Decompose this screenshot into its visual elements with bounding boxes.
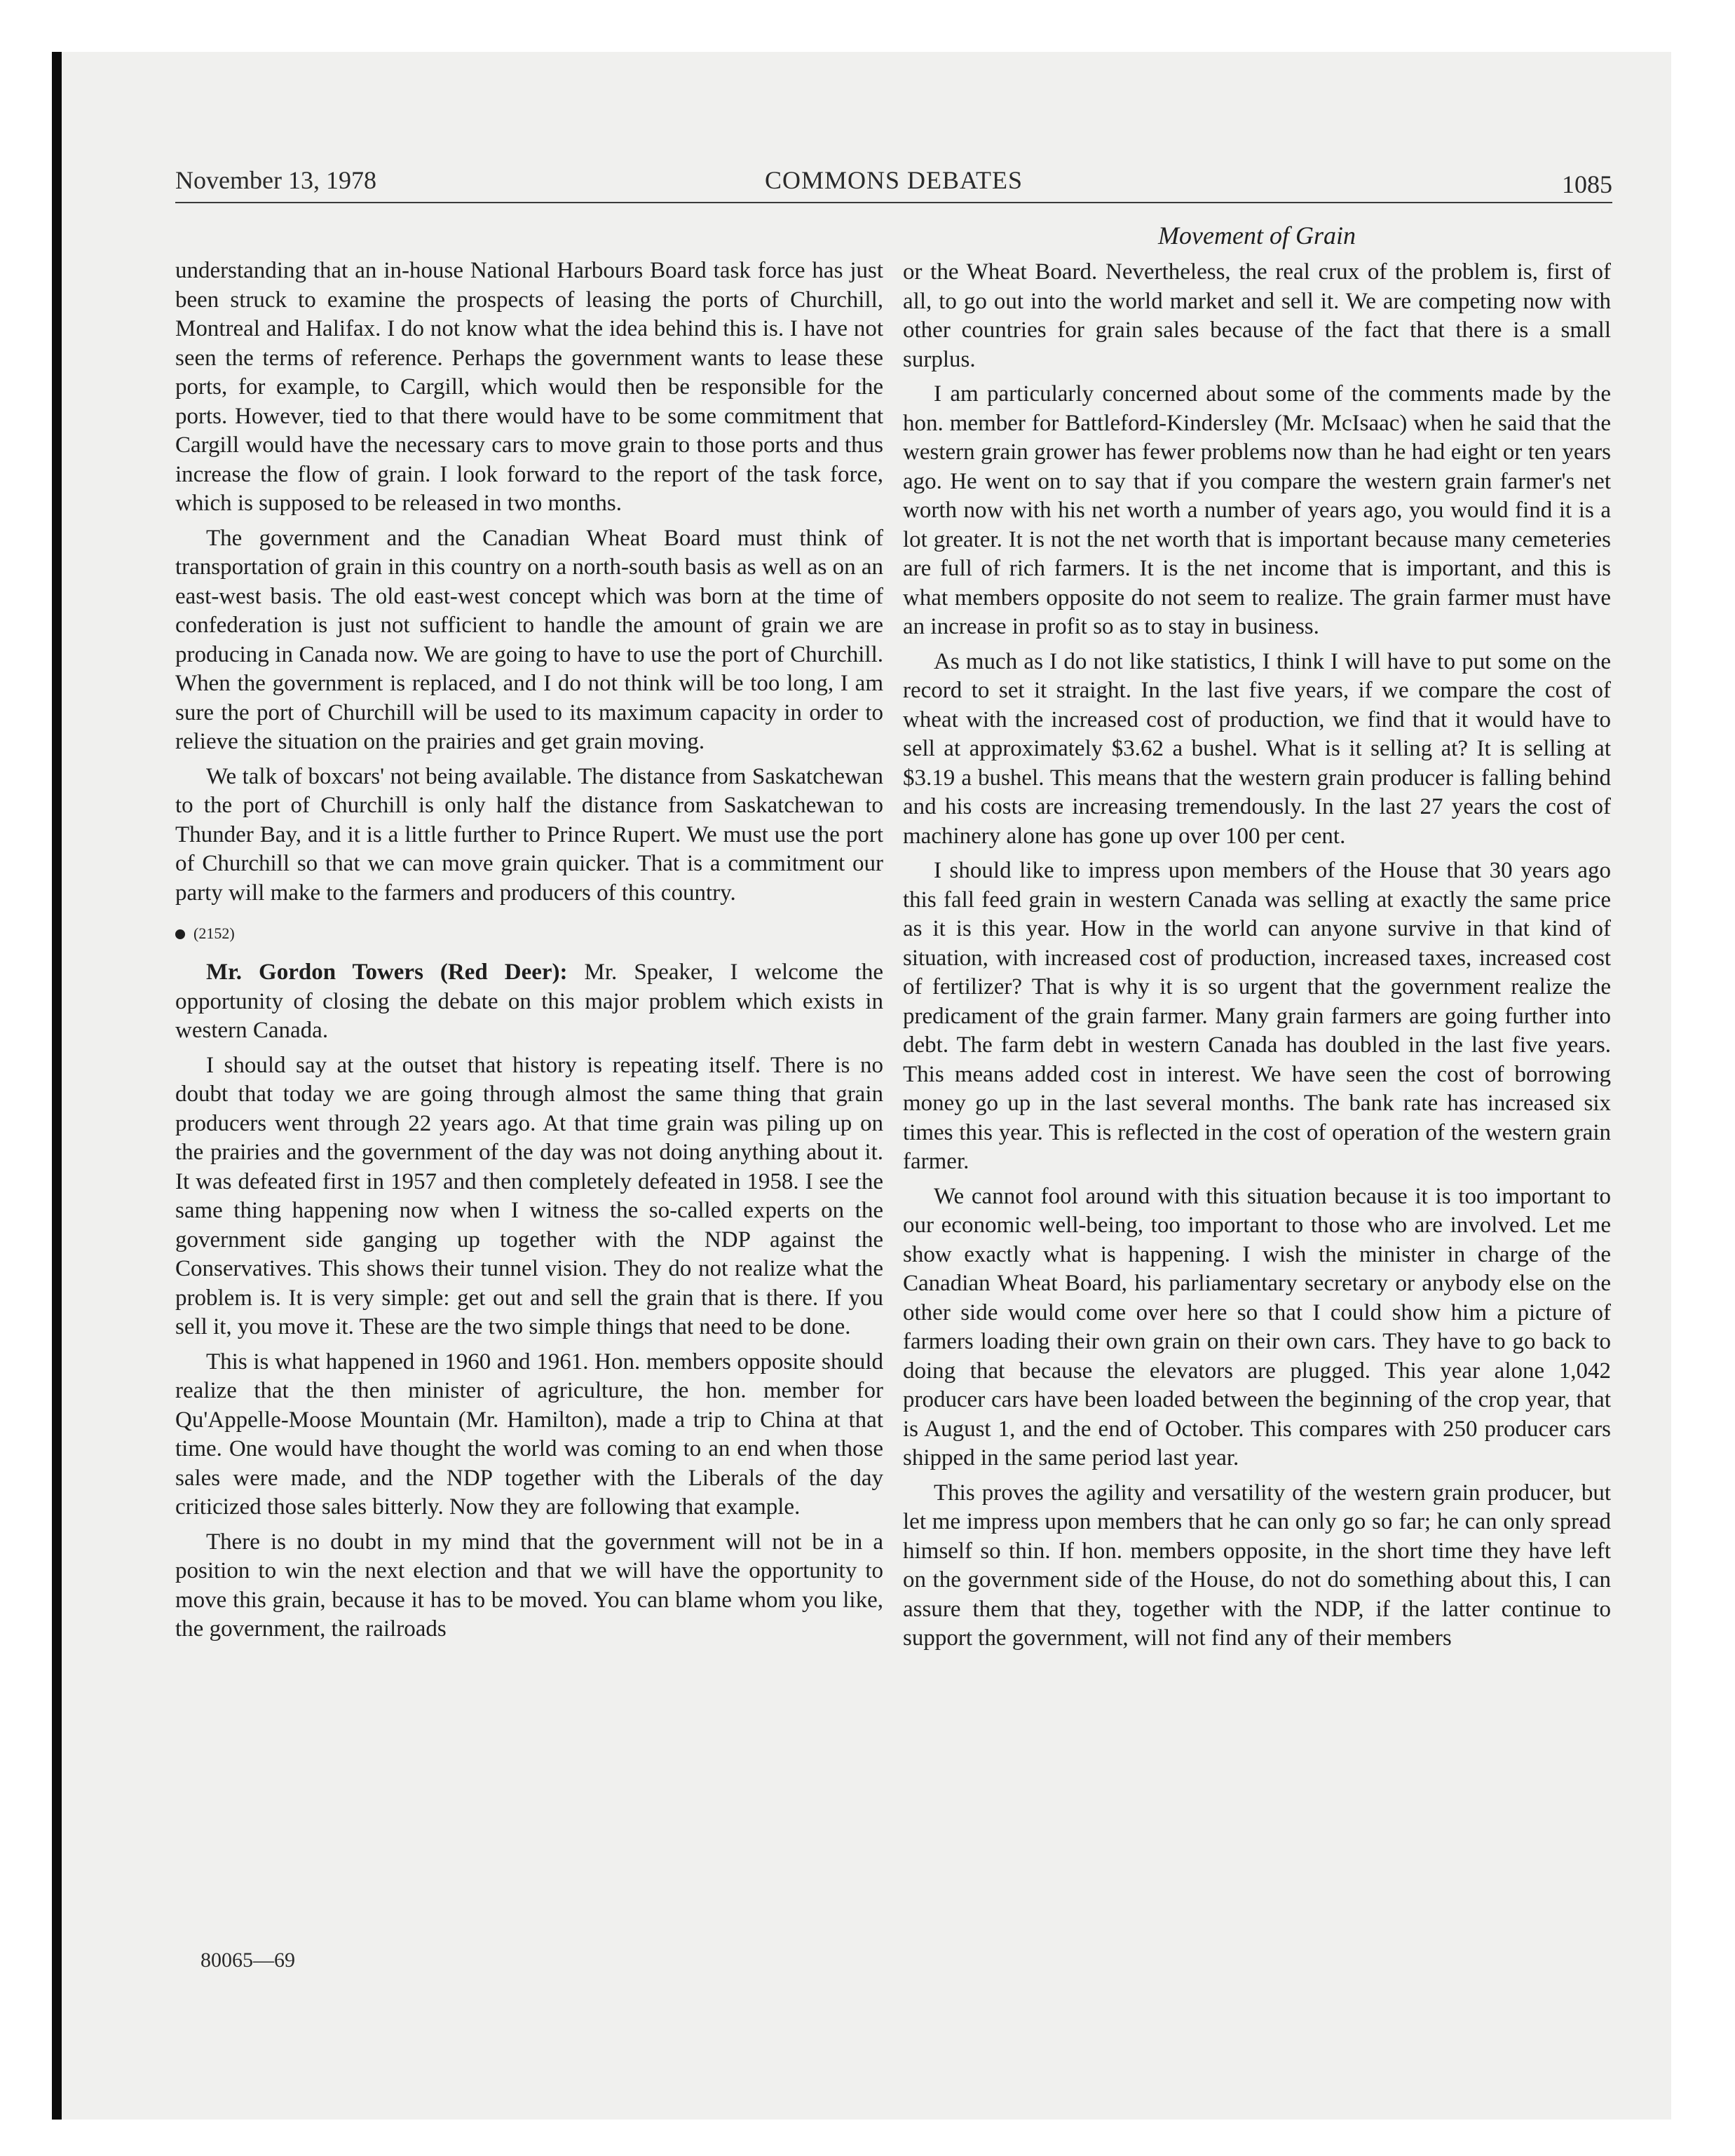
- time-marker: [175, 923, 883, 944]
- paragraph: We cannot fool around with this situation because it is too important to our economic well-being, too important to those who are involved. Let me show exactly what is happening. I wish the minister in charge of the Canadian Wheat Board, his parliamentary secretary or anybody else on the other side would come over here so that I could show him a picture of farmers loading their own grain on their own cars. They have to go back to doing that because the elevators are plugged. This year alone 1,042 producer cars have been loaded between the beginning of the crop year, that is August 1, and the end of October. This compares with 250 producer cars shipped in the same period last year.: [903, 1183, 1611, 1471]
- paragraph: The government and the Canadian Wheat Board must think of transportation of grain in this country on a north-south basis as well as on an east-west basis. The old east-west concept which was born at the time of confederation is just not sufficient to handle the amount of grain we are producing in Canada now. We are going to have to use the port of Churchill. When the government is replaced, and I do not think will be too long, I am sure the port of Churchill will be used to its maximum capacity in order to relieve the situation on the prairies and get grain moving.: [175, 525, 883, 754]
- section-title: Movement of Grain: [1158, 221, 1356, 250]
- header-rule: [175, 202, 1612, 203]
- scan-edge: [52, 52, 62, 2120]
- footer-code: 80065—69: [200, 1949, 295, 1972]
- speech-paragraph: [175, 958, 883, 1046]
- page-number: 1085: [1562, 170, 1612, 198]
- speaker-name: Mr. Gordon Towers (Red Deer):: [206, 960, 568, 985]
- left-column: [175, 257, 883, 1650]
- paragraph: understanding that an in-house National Harbours Board task force has just been struck to examine the prospects of leasing the ports of Churchill, Montreal and Halifax. I do not know what the idea behind this is. I have not seen the terms of reference. Perhaps the government wants to lease these ports, for example, to Cargill, which would then be responsible for the ports. However, tied to that there would have to be some commitment that Cargill would have the necessary cars to move grain to those ports and thus increase the flow of grain. I look forward to the report of the task force, which is supposed to be released in two months.: [175, 258, 883, 516]
- paragraph: I should like to impress upon members of the House that 30 years ago this fall feed grain in western Canada was selling at exactly the same price as it is this year. How in the world can anyone survive in that kind of situation, with increased cost of production, increased taxes, increased cost of fertilizer? That is why it is so urgent that the government realize the predicament of the grain farmer. Many grain farmers are going further into debt. The farm debt in western Canada has doubled in the last five years. This means added cost in interest. We have seen the cost of borrowing money go up in the last several months. The bank rate has increased six times this year. This is reflected in the cost of operation of the western grain farmer.: [903, 858, 1611, 1174]
- paragraph: I am particularly concerned about some of the comments made by the hon. member for Battleford-Kindersley (Mr. McIsaac) when he said that the western grain grower has fewer problems now than he had eight or ten years ago. He went on to say that if you compare the western grain farmer's net worth now with his net worth a number of years ago, you would find it is a lot greater. It is not the net worth that is important because many cemeteries are full of rich farmers. It is the net income that is important, and this is what members opposite do not seem to realize. The grain farmer must have an increase in profit so as to stay in business.: [903, 381, 1611, 639]
- time-marker-label: (2152): [193, 925, 235, 942]
- header-title: COMMONS DEBATES: [764, 166, 1023, 194]
- right-column: [903, 258, 1611, 1659]
- header-date: November 13, 1978: [175, 166, 376, 194]
- paragraph: I should say at the outset that history is repeating itself. There is no doubt that today we are going through almost the same thing that grain producers went through 22 years ago. At that time grain was piling up on the prairies and the government of the day was not doing anything about it. It was defeated first in 1957 and then completely defeated in 1958. I see the same thing happening now when I witness the so-called experts on the government side ganging up together with the NDP against the Conservatives. This shows their tunnel vision. They do not realize what the problem is. It is very simple: get out and sell the grain that is there. If you sell it, you move it. These are the two simple things that need to be done.: [175, 1052, 883, 1339]
- speech-text: Mr. Speaker, I welcome the opportunity of closing the debate on this major problem which exists in western Canada.: [175, 960, 883, 1043]
- paragraph: or the Wheat Board. Nevertheless, the real crux of the problem is, first of all, to go out into the world market and sell it. We are competing now with other countries for grain sales because of the fact that there is a small surplus.: [903, 259, 1611, 372]
- paragraph: We talk of boxcars' not being available. The distance from Saskatchewan to the port of Churchill is only half the distance from Saskatchewan to Thunder Bay, and it is a little further to Prince Rupert. We must use the port of Churchill so that we can move grain quicker. That is a commitment our party will make to the farmers and producers of this country.: [175, 763, 883, 906]
- paragraph: As much as I do not like statistics, I think I will have to put some on the record to set it straight. In the last five years, if we compare the cost of wheat with the increased cost of production, we find that it would have to sell at approximately $3.62 a bushel. What is it selling at? It is selling at $3.19 a bushel. This means that the western grain producer is falling behind and his costs are increasing tremendously. In the last 27 years the cost of machinery alone has gone up over 100 per cent.: [903, 648, 1611, 849]
- bullet-icon: [175, 929, 185, 939]
- paragraph: There is no doubt in my mind that the government will not be in a position to win the next election and that we will have the opportunity to move this grain, because it has to be moved. You can blame whom you like, the government, the railroads: [175, 1529, 883, 1642]
- paragraph: This proves the agility and versatility of the western grain producer, but let me impress upon members that he can only go so far; he can only spread himself so thin. If hon. members opposite, in the short time they have left on the government side of the House, do not do something about this, I can assure them that they, together with the NDP, if the latter continue to support the government, will not find any of their members: [903, 1480, 1611, 1651]
- paragraph: This is what happened in 1960 and 1961. Hon. members opposite should realize that the then minister of agriculture, the hon. member for Qu'Appelle-Moose Mountain (Mr. Hamilton), made a trip to China at that time. One would have thought the world was coming to an end when those sales were made, and the NDP together with the Liberals of the day criticized those sales bitterly. Now they are following that example.: [175, 1349, 883, 1520]
- page-header: [175, 165, 1612, 202]
